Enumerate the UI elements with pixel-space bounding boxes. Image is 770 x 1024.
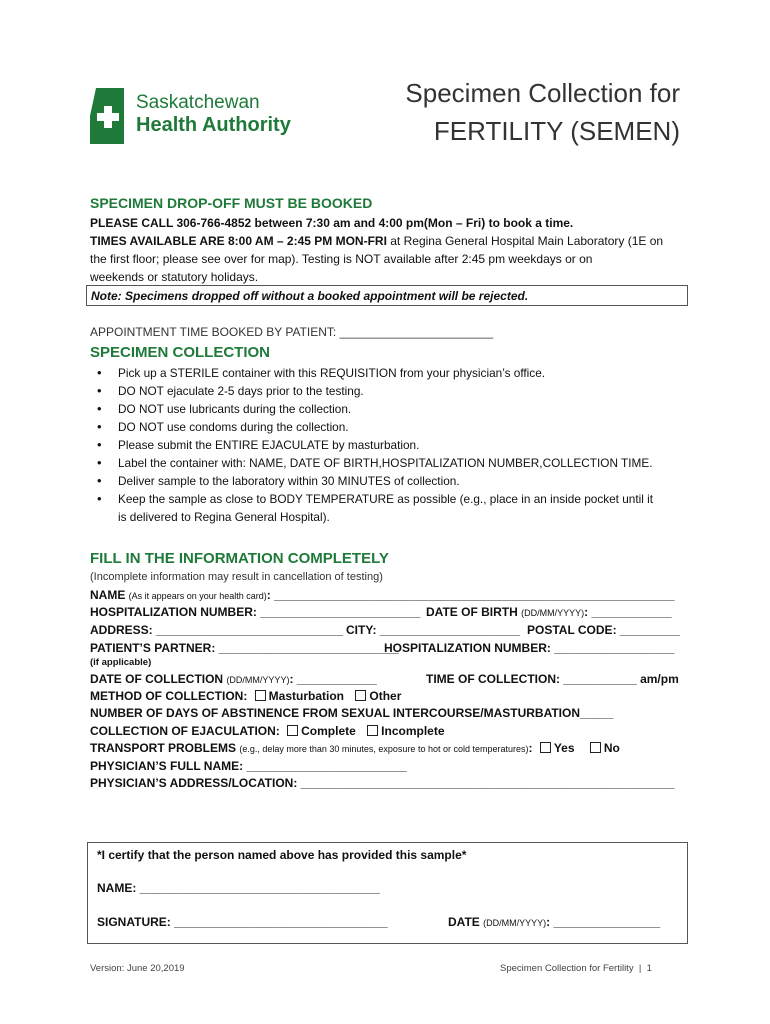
doc-line: : ____________ <box>289 672 377 686</box>
certify-date-hint: (DD/MM/YYYY) <box>483 918 547 928</box>
complete-label: Complete <box>301 724 356 738</box>
list-item: • DO NOT ejaculate 2-5 days prior to the testing. <box>90 382 690 400</box>
appointment-field[interactable]: APPOINTMENT TIME BOOKED BY PATIENT: _______________________ <box>90 325 494 339</box>
dropoff-times-bold: TIMES AVAILABLE ARE 8:00 AM – 2:45 PM MON-FRI <box>90 234 387 248</box>
logo-line1: Saskatchewan <box>136 92 260 113</box>
ejaculation-row <box>90 724 445 738</box>
footer-version: Version: June 20,2019 <box>90 963 185 974</box>
name-hint: (As it appears on your health card) <box>128 591 267 601</box>
dropoff-note: Note: Specimens dropped off without a booked appointment will be rejected. <box>91 289 529 303</box>
dropoff-heading: SPECIMEN DROP-OFF MUST BE BOOKED <box>90 195 373 211</box>
masturbation-label: Masturbation <box>268 689 345 703</box>
page-title-line2: FERTILITY (SEMEN) <box>433 116 680 146</box>
date-of-collection-field[interactable] <box>90 672 377 686</box>
transport-yes-label: Yes <box>553 741 575 755</box>
ejaculation-label: COLLECTION OF EJACULATION: <box>90 724 280 738</box>
list-item: • Please submit the ENTIRE EJACULATE by masturbation. <box>90 436 690 454</box>
saskatchewan-shape-icon <box>90 86 128 146</box>
certify-date-field[interactable] <box>448 915 660 929</box>
dob-hint: (DD/MM/YYYY) <box>521 608 585 618</box>
incomplete-label: Incomplete <box>381 724 445 738</box>
other-label: Other <box>369 689 402 703</box>
if-applicable-note: (if applicable) <box>90 657 152 668</box>
list-item: • Keep the sample as close to BODY TEMPERATURE as possible (e.g., place in an inside pocket until it <box>90 490 690 508</box>
name-line: : ____________________________________________________________ <box>266 588 675 602</box>
dropoff-times-line2: the first floor; please see over for map). Testing is NOT available after 2:45 pm weekdays or on <box>90 252 593 266</box>
postal-code-field[interactable]: POSTAL CODE: _________ <box>527 623 680 637</box>
complete-checkbox[interactable] <box>287 725 298 736</box>
certification-statement: *I certify that the person named above has provided this sample* <box>97 848 467 862</box>
certification-box <box>87 842 688 944</box>
partner-hospitalization-field[interactable]: HOSPITALIZATION NUMBER: __________________ <box>384 641 675 655</box>
method-of-collection-row <box>90 689 401 703</box>
dropoff-note-box <box>86 285 688 306</box>
transport-colon: : <box>528 741 533 755</box>
dropoff-call: PLEASE CALL 306-766-4852 between 7:30 am and 4:00 pm(Mon – Fri) to book a time. <box>90 216 574 230</box>
dob-label: DATE OF BIRTH <box>426 605 522 619</box>
transport-hint: (e.g., delay more than 30 minutes, exposure to hot or cold temperatures) <box>239 744 529 754</box>
other-checkbox[interactable] <box>355 690 366 701</box>
list-item: • Deliver sample to the laboratory within 30 MINUTES of collection. <box>90 472 690 490</box>
certify-date-label: DATE <box>448 915 484 929</box>
certify-signature-field[interactable]: SIGNATURE: ________________________________ <box>97 915 388 929</box>
footer-page-number: Specimen Collection for Fertility | 1 <box>500 963 652 974</box>
collection-list <box>90 364 690 526</box>
logo-line2: Health Authority <box>136 114 291 136</box>
list-item-continuation: is delivered to Regina General Hospital). <box>118 510 330 524</box>
list-item: • Label the container with: NAME, DATE OF BIRTH,HOSPITALIZATION NUMBER,COLLECTION TIME. <box>90 454 690 472</box>
collection-heading: SPECIMEN COLLECTION <box>90 344 271 361</box>
list-item: • Pick up a STERILE container with this REQUISITION from your physician’s office. <box>90 364 690 382</box>
physician-address-field[interactable]: PHYSICIAN’S ADDRESS/LOCATION: ________________________________________________________ <box>90 776 675 790</box>
hospitalization-field[interactable]: HOSPITALIZATION NUMBER: ________________________ <box>90 605 421 619</box>
sha-logo <box>90 86 315 148</box>
incomplete-checkbox[interactable] <box>367 725 378 736</box>
dropoff-times-rest: at Regina General Hospital Main Laboratory (1E on <box>386 234 664 248</box>
transport-row <box>90 741 620 755</box>
dob-line: : ____________ <box>584 605 672 619</box>
city-field[interactable]: CITY: _____________________ <box>346 623 520 637</box>
dropoff-times <box>90 234 663 248</box>
abstinence-field[interactable]: NUMBER OF DAYS OF ABSTINENCE FROM SEXUAL INTERCOURSE/MASTURBATION_____ <box>90 706 614 720</box>
transport-no-checkbox[interactable] <box>590 742 601 753</box>
time-of-collection-field[interactable]: TIME OF COLLECTION: ___________ am/pm <box>426 672 679 686</box>
masturbation-checkbox[interactable] <box>255 690 266 701</box>
name-field[interactable] <box>90 588 675 602</box>
page-title-line1: Specimen Collection for <box>405 78 680 108</box>
transport-no-label: No <box>603 741 620 755</box>
name-label: NAME <box>90 588 129 602</box>
physician-name-field[interactable]: PHYSICIAN’S FULL NAME: ________________________ <box>90 759 407 773</box>
certify-name-field[interactable]: NAME: ____________________________________ <box>97 881 380 895</box>
address-field[interactable]: ADDRESS: ____________________________ <box>90 623 343 637</box>
dropoff-times-line3: weekends or statutory holidays. <box>90 270 259 284</box>
transport-label: TRANSPORT PROBLEMS <box>90 741 240 755</box>
method-label: METHOD OF COLLECTION: <box>90 689 248 703</box>
partner-field[interactable]: PATIENT’S PARTNER: ___________________________ <box>90 641 399 655</box>
fill-subtitle: (Incomplete information may result in cancellation of testing) <box>90 571 383 583</box>
dob-field[interactable] <box>426 605 672 619</box>
certify-date-line: : ________________ <box>546 915 661 929</box>
fill-heading: FILL IN THE INFORMATION COMPLETELY <box>90 550 389 567</box>
list-item: • DO NOT use condoms during the collection. <box>90 418 690 436</box>
transport-yes-checkbox[interactable] <box>540 742 551 753</box>
doc-label: DATE OF COLLECTION <box>90 672 227 686</box>
doc-hint: (DD/MM/YYYY) <box>226 675 290 685</box>
list-item: • DO NOT use lubricants during the collection. <box>90 400 690 418</box>
